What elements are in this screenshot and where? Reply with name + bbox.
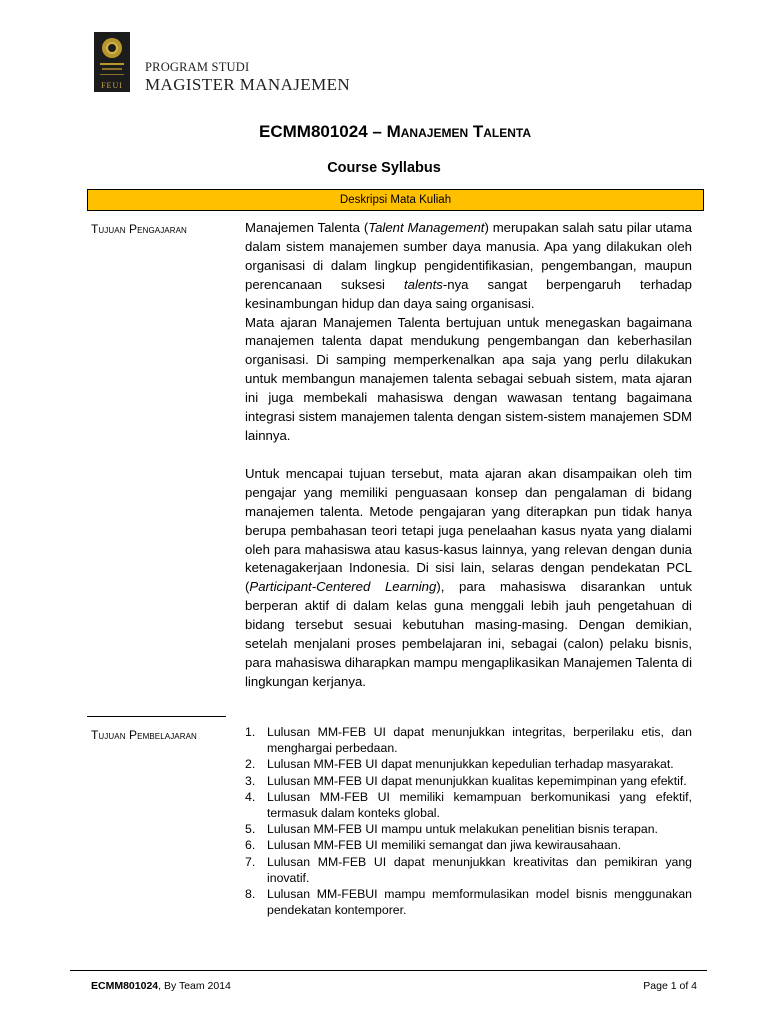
list-item: 7. Lulusan MM-FEB UI dapat menunjukkan kreativitas dan pemikiran yang inovatif. (245, 854, 692, 885)
course-code: ECMM801024 (259, 122, 368, 141)
course-name: Manajemen Talenta (386, 122, 531, 141)
list-item: 5. Lulusan MM-FEB UI mampu untuk melakukan penelitian bisnis terapan. (245, 822, 658, 837)
paragraph-1: Manajemen Talenta (Talent Management) merupakan salah satu pilar utama dalam sistem manajemen sumber daya manusia. Apa yang dilakukan oleh organisasi di dalam lingkup pengidentifikasian, pengembangan, maupun perencanaan suksesi talents-nya sangat berpengaruh terhadap kesinambungan hidup dan daya saing organisasi. (245, 220, 693, 311)
list-item: 1. Lulusan MM-FEB UI dapat menunjukkan integritas, berperilaku etis, dan menghargai perbedaan. (245, 725, 692, 756)
description-header: Deskripsi Mata Kuliah (87, 189, 704, 211)
university-logo (94, 32, 130, 92)
section-divider (87, 716, 226, 717)
footer-course: ECMM801024, By Team 2014 (91, 980, 231, 992)
logo-text: FEUI (101, 81, 123, 90)
list-item: 2. Lulusan MM-FEB UI dapat menunjukkan kepedulian terhadap masyarakat. (245, 757, 674, 772)
crest-icon (102, 38, 122, 58)
list-item: 4. Lulusan MM-FEB UI memiliki kemampuan berkomunikasi yang efektif, termasuk dalam konteks global. (245, 789, 692, 821)
paragraph-2: Mata ajaran Manajemen Talenta bertujuan untuk menegaskan bagaimana manajemen talenta dapat mendukung pengembangan dan keberhasilan organisasi. Di samping memperkenalkan apa saja yang perlu dilakukan untuk membangun manajemen talenta sebagai sebuah sistem, mata ajaran ini juga membekali mahasiswa dengan wawasan tentang bagaimana integrasi sistem manajemen talenta dengan sistem-sistem manajemen SDM lainnya. (245, 314, 692, 443)
tujuan-pembelajaran-label: Tujuan Pembelajaran (91, 728, 197, 742)
footer-divider (70, 970, 707, 971)
list-item: 6. Lulusan MM-FEB UI memiliki semangat dan jiwa kewirausahaan. (245, 838, 622, 853)
department-label: MAGISTER MANAJEMEN (145, 75, 351, 94)
learning-objectives-list (245, 724, 692, 918)
list-item: 8. Lulusan MM-FEBUI mampu memformulasikan model bisnis menggunakan pendekatan kontemporer. (245, 887, 692, 918)
paragraph-3: Untuk mencapai tujuan tersebut, mata ajaran akan disampaikan oleh tim pengajar yang memiliki penguasaan konsep dan pengalaman di bidang manajemen talenta. Metode pengajaran yang diterapkan pun tidak hanya berupa pembahasan teori tetapi juga penelaahan kasus nyata yang dialami oleh para mahasiswa atau kasus-kasus lainnya, yang relevan dengan dunia ketenagakerjaan Indonesia. Di sisi lain, selaras dengan pendekatan PCL (Participant-Centered Learning), para mahasiswa disarankan untuk berperan aktif di dalam kelas guna menggali lebih jauh pengetahuan di bidang tersebut sesuai kebutuhan masing-masing. Dengan demikian, setelah menjalani proses pembelajaran ini, sebagai (calon) pelaku bisnis, para mahasiswa diharapkan mampu mengaplikasikan Manajemen Talenta di lingkungan kerjanya. (245, 465, 692, 689)
page-number: Page 1 of 4 (643, 980, 697, 992)
tujuan-pengajaran-text (245, 219, 692, 692)
list-item: 3. Lulusan MM-FEB UI dapat menunjukkan kualitas kepemimpinan yang efektif. (245, 773, 687, 788)
page-subtitle: Course Syllabus (327, 160, 441, 176)
program-label: PROGRAM STUDI (145, 60, 250, 74)
tujuan-pengajaran-label: Tujuan Pengajaran (91, 222, 187, 236)
page-title (0, 122, 768, 142)
title-dash: – (372, 122, 382, 141)
